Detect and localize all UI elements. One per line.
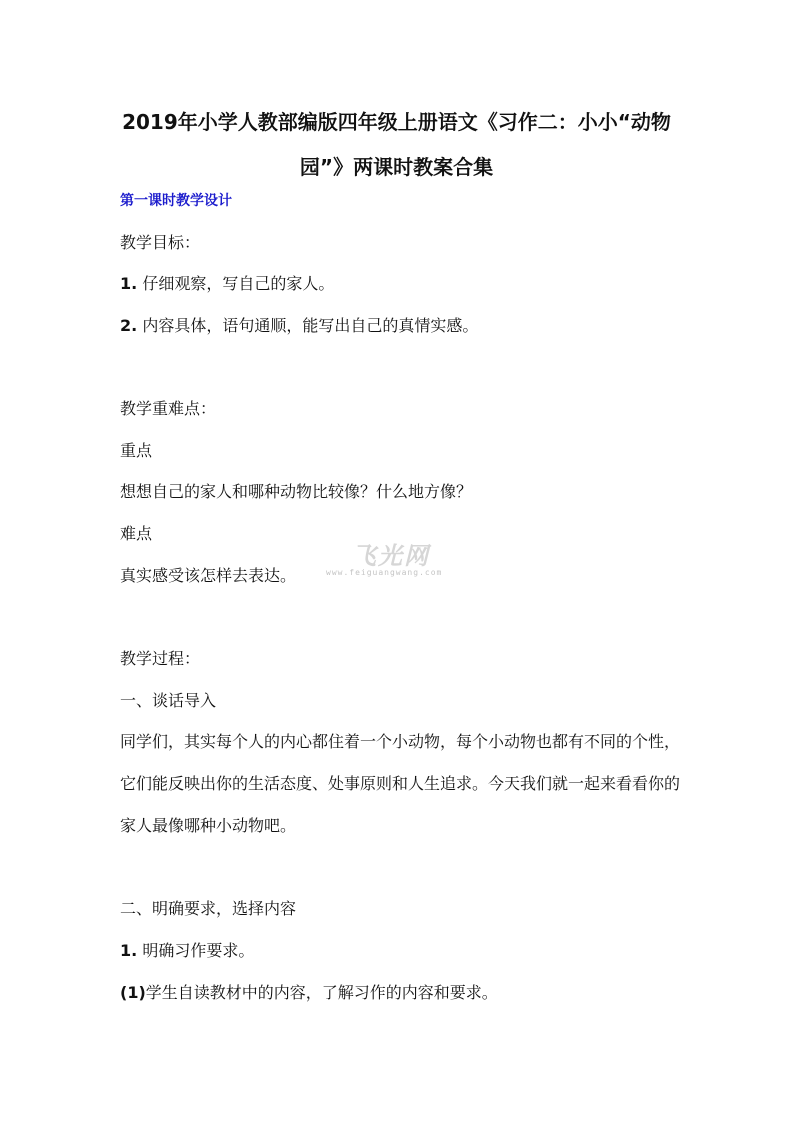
goal-1-number: 1. [120, 274, 138, 293]
watermark-url: www.feiguangwang.com [326, 568, 443, 577]
step-2-sub-1 [120, 982, 498, 1004]
step-2-item-1 [120, 940, 254, 962]
goal-item-2 [120, 315, 478, 337]
goal-2-text: 内容具体，语句通顺，能写出自己的真情实感。 [142, 316, 479, 335]
process-heading: 教学过程： [120, 649, 201, 668]
step-2-sub-1-number: (1) [120, 983, 146, 1002]
step-1-paragraph: 同学们，其实每个人的内心都住着一个小动物，每个小动物也都有不同的个性，它们能反映出你的生活态度、处事原则和人生追求。今天我们就一起来看看你的家人最像哪种小动物吧。 [120, 732, 681, 835]
step-2-heading: 二、明确要求，选择内容 [120, 899, 297, 918]
step-2-sub-1-text: 学生自读教材中的内容，了解习作的内容和要求。 [145, 983, 498, 1002]
key-point-text: 想想自己的家人和哪种动物比较像？什么地方像？ [120, 482, 473, 501]
section-heading: 第一课时教学设计 [120, 193, 232, 209]
goal-2-number: 2. [120, 316, 138, 335]
key-points-heading: 教学重难点： [120, 399, 217, 418]
goal-item-1 [120, 273, 334, 295]
step-1-heading: 一、谈话导入 [120, 691, 217, 710]
step-2-item-1-text: 明确习作要求。 [142, 941, 255, 960]
document-title: 2019年小学人教部编版四年级上册语文《习作二：小小“动物园”》两课时教案合集 [122, 110, 671, 179]
watermark-brand: 飞光网 [352, 542, 430, 570]
key-point-label: 重点 [120, 441, 153, 460]
goals-heading: 教学目标： [120, 233, 201, 252]
goal-1-text: 仔细观察，写自己的家人。 [142, 274, 335, 293]
difficulty-label: 难点 [120, 524, 153, 543]
difficulty-text: 真实感受该怎样去表达。 [120, 566, 297, 585]
step-2-item-1-number: 1. [120, 941, 138, 960]
watermark [326, 536, 466, 588]
